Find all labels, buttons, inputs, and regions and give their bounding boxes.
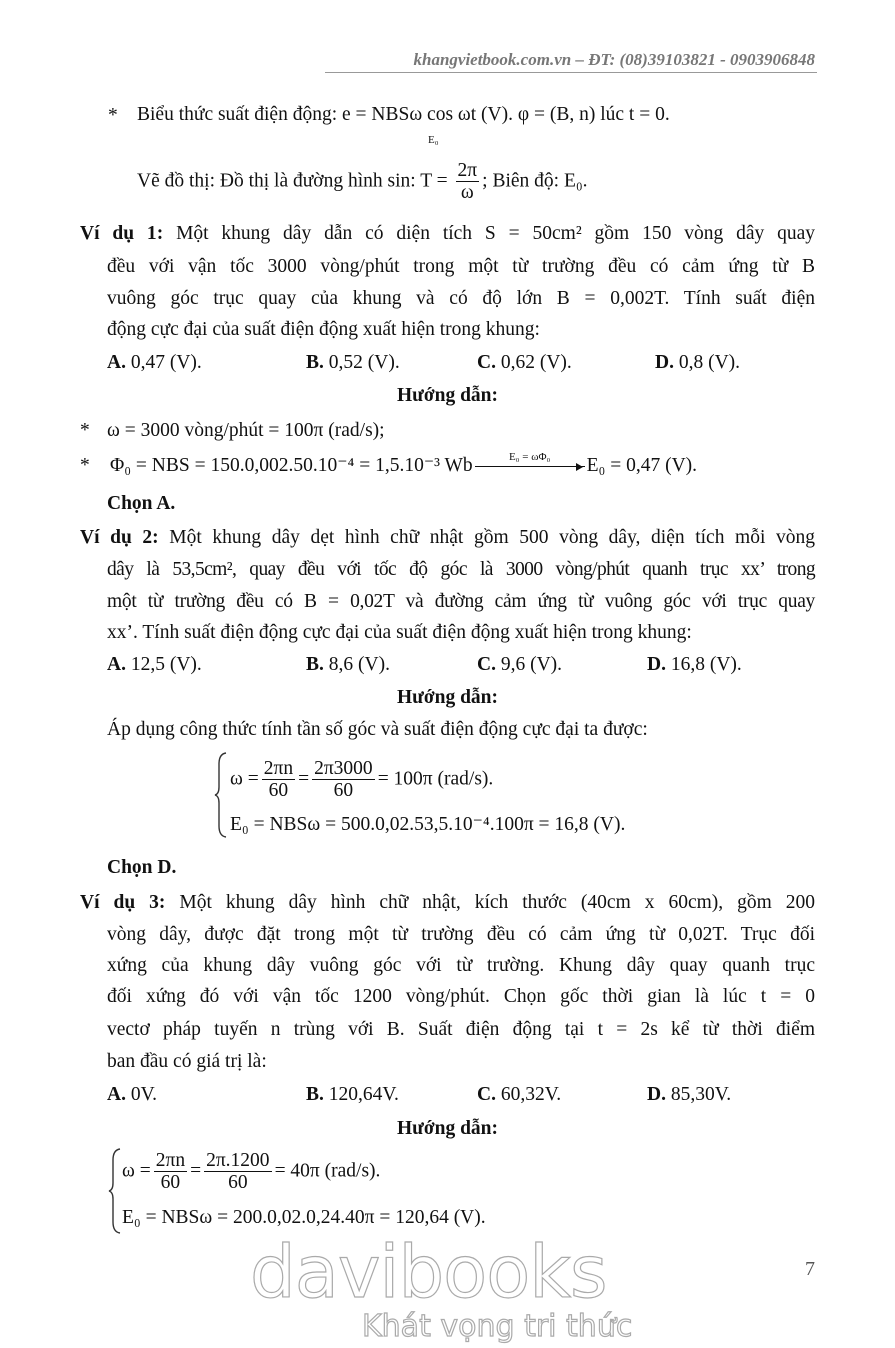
example-3-line: ban đầu có giá trị là: xyxy=(107,1051,267,1072)
system-brace xyxy=(214,752,228,838)
option-d: D. 0,8 (V). xyxy=(655,352,741,373)
option-c: C. 0,62 (V). xyxy=(477,352,572,373)
example-3-line: vectơ pháp tuyến n trùng với B. Suất điện động tại t = 2s kể từ thời điểm xyxy=(107,1019,815,1040)
example-2-line: dây là 53,5cm², quay đều với tốc độ góc là 3000 vòng/phút quanh trục xx’ trong xyxy=(107,559,815,580)
example-1-line: động cực đại của suất điện động xuất hiện trong khung: xyxy=(107,319,540,340)
example-1-line: đều với vận tốc 3000 vòng/phút trong một từ trường đều có cảm ứng từ B xyxy=(107,256,815,277)
option-b: B. 0,52 (V). xyxy=(306,352,400,373)
period-fraction: $\frac{2\pi}{\omega}$ xyxy=(457,160,478,204)
omega-equation: ω = $\frac{2\pi n}{60}$ = $\frac{2\pi 3000}{60}$ = 100π (rad/s). xyxy=(230,758,494,802)
example-1-line: vuông góc trục quay của khung và có độ lớn B = 0,002T. Tính suất điện xyxy=(107,288,815,309)
bullet: * xyxy=(108,105,118,126)
option-c: C. 60,32V. xyxy=(477,1084,562,1105)
answer: Chọn A. xyxy=(107,493,176,514)
example-2-line: một từ trường đều có B = 0,02T và đường cảm ứng từ vuông góc với trục quay xyxy=(107,591,815,612)
option-d: D. 85,30V. xyxy=(647,1084,732,1105)
watermark-slogan: Khát vọng tri thức xyxy=(362,1309,633,1344)
graph-description: Vẽ đồ thị: Đồ thị là đường hình sin: T = $\frac{2\pi}{\omega}$ ; Biên độ: E₀. xyxy=(137,160,588,204)
brace-label: E₀ xyxy=(428,134,439,146)
page-header: khangvietbook.com.vn – ĐT: (08)39103821 - 0903906848 xyxy=(413,50,815,69)
example-2-line: xx’. Tính suất điện động cực đại của suất điện động xuất hiện trong khung: xyxy=(107,622,692,643)
page-number: 7 xyxy=(805,1258,815,1280)
example-3-line: Ví dụ 3: Một khung dây hình chữ nhật, kích thước (40cm x 60cm), gồm 200 xyxy=(80,892,816,913)
implies-arrow: E₀ = ωΦ₀ xyxy=(475,466,585,467)
solution-line: Φ₀ = NBS = 150.0,002.50.10⁻⁴ = 1,5.10⁻³ Wb E₀ = ωΦ₀ E₀ = 0,47 (V). xyxy=(110,451,698,476)
bullet: * xyxy=(80,420,90,441)
watermark-brand: davibooks xyxy=(250,1230,607,1314)
example-3-line: đối xứng đó với vận tốc 1200 vòng/phút. Chọn gốc thời gian là lúc t = 0 xyxy=(107,986,815,1007)
example-1-line: Ví dụ 1: Một khung dây dẫn có diện tích S = 50cm² gồm 150 vòng dây quay xyxy=(80,223,815,244)
option-b: B. 120,64V. xyxy=(306,1084,399,1105)
option-d: D. 16,8 (V). xyxy=(647,654,742,675)
guide-title: Hướng dẫn: xyxy=(396,385,499,406)
emf-equation: E₀ = NBSω = 500.0,02.53,5.10⁻⁴.100π = 16,8 (V). xyxy=(230,814,626,835)
example-3-line: xứng của khung dây vuông góc với từ trường. Khung dây quay quanh trục xyxy=(107,955,815,976)
guide-title: Hướng dẫn: xyxy=(396,1118,499,1139)
option-a: A. 0,47 (V). xyxy=(107,352,202,373)
guide-title: Hướng dẫn: xyxy=(396,687,499,708)
option-a: A. 12,5 (V). xyxy=(107,654,202,675)
example-3-line: vòng dây, được đặt trong một từ trường đều có cảm ứng từ 0,02T. Trục đối xyxy=(107,924,815,945)
option-c: C. 9,6 (V). xyxy=(477,654,563,675)
answer: Chọn D. xyxy=(107,857,177,878)
emf-formula: e = NBSω cos ωt (V). φ = (B, n) lúc t = 0. xyxy=(342,104,670,125)
guide-intro: Áp dụng công thức tính tần số góc và suất điện động cực đại ta được: xyxy=(107,719,648,740)
omega-equation: ω = $\frac{2\pi n}{60}$ = $\frac{2\pi.1200}{60}$ = 40π (rad/s). xyxy=(122,1150,381,1194)
example-2-line: Ví dụ 2: Một khung dây dẹt hình chữ nhật gồm 500 vòng dây, diện tích mỗi vòng xyxy=(80,527,815,548)
system-brace xyxy=(108,1148,122,1234)
header-rule xyxy=(325,72,817,73)
emf-equation: E₀ = NBSω = 200.0,02.0,24.40π = 120,64 (V). xyxy=(122,1207,486,1228)
bullet: * xyxy=(80,455,90,476)
option-a: A. 0V. xyxy=(107,1084,158,1105)
solution-line: ω = 3000 vòng/phút = 100π (rad/s); xyxy=(107,420,385,441)
emf-expression: Biểu thức suất điện động: e = NBSω cos ωt (V). φ = (B, n) lúc t = 0. xyxy=(137,104,670,125)
option-b: B. 8,6 (V). xyxy=(306,654,390,675)
